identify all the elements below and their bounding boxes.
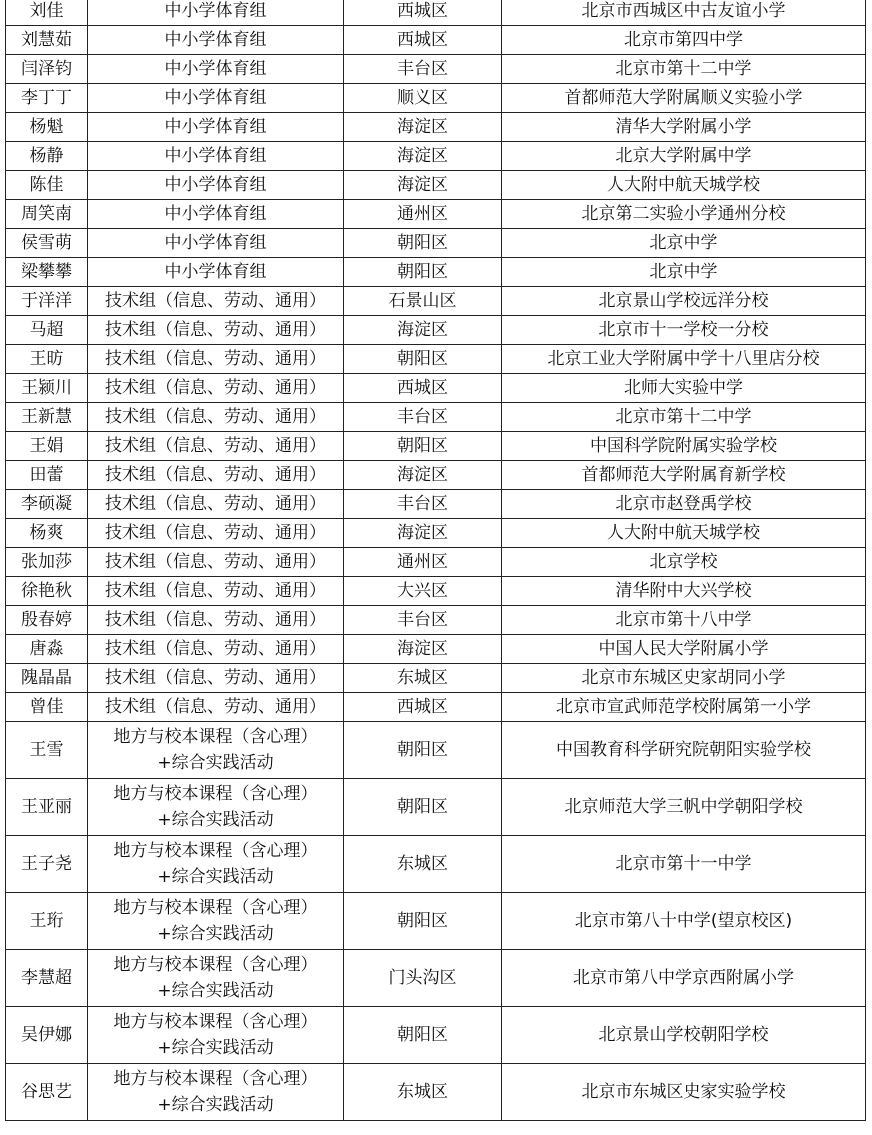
- group-cell: 中小学体育组: [88, 171, 344, 200]
- school-cell: 北京市第四中学: [502, 26, 866, 55]
- district-cell: 海淀区: [344, 142, 502, 171]
- group-line-1: 地方与校本课程（含心理）: [113, 1069, 318, 1089]
- group-line-2: +综合实践活动: [157, 867, 274, 887]
- name-cell: 吴伊娜: [6, 1007, 88, 1064]
- group-line-2: +综合实践活动: [157, 1038, 274, 1058]
- table-row: [6, 1064, 866, 1121]
- table-row: [6, 432, 866, 461]
- group-line-1: 地方与校本课程（含心理）: [113, 727, 318, 747]
- school-cell: 北京中学: [502, 258, 866, 287]
- roster-body: [6, 0, 866, 1121]
- group-cell: 中小学体育组: [88, 26, 344, 55]
- district-cell: 丰台区: [344, 55, 502, 84]
- group-cell: [88, 1064, 344, 1121]
- school-cell: 北京市第十二中学: [502, 55, 866, 84]
- district-cell: 朝阳区: [344, 432, 502, 461]
- district-cell: 西城区: [344, 0, 502, 26]
- name-cell: 王颍川: [6, 374, 88, 403]
- group-line-1: 地方与校本课程（含心理）: [113, 898, 318, 918]
- group-cell: 技术组（信息、劳动、通用）: [88, 287, 344, 316]
- district-cell: 西城区: [344, 26, 502, 55]
- name-cell: 杨爽: [6, 519, 88, 548]
- name-cell: 周笑南: [6, 200, 88, 229]
- group-cell: 技术组（信息、劳动、通用）: [88, 693, 344, 722]
- table-row: [6, 693, 866, 722]
- group-cell: 中小学体育组: [88, 113, 344, 142]
- table-row: [6, 171, 866, 200]
- table-row: [6, 664, 866, 693]
- table-row: [6, 0, 866, 26]
- group-cell: 技术组（信息、劳动、通用）: [88, 432, 344, 461]
- group-cell: 技术组（信息、劳动、通用）: [88, 548, 344, 577]
- school-cell: 北京景山学校远洋分校: [502, 287, 866, 316]
- group-cell: [88, 836, 344, 893]
- district-cell: 丰台区: [344, 606, 502, 635]
- school-cell: 北京市第十八中学: [502, 606, 866, 635]
- name-cell: 隗晶晶: [6, 664, 88, 693]
- table-row: [6, 950, 866, 1007]
- table-row: [6, 403, 866, 432]
- table-row: [6, 287, 866, 316]
- group-cell: 技术组（信息、劳动、通用）: [88, 577, 344, 606]
- group-cell: 中小学体育组: [88, 0, 344, 26]
- district-cell: 西城区: [344, 374, 502, 403]
- table-row: [6, 606, 866, 635]
- group-line-1: 地方与校本课程（含心理）: [113, 841, 318, 861]
- school-cell: 北京市宣武师范学校附属第一小学: [502, 693, 866, 722]
- district-cell: 海淀区: [344, 316, 502, 345]
- roster-table: [5, 0, 866, 1121]
- group-cell: [88, 722, 344, 779]
- group-line-2: +综合实践活动: [157, 924, 274, 944]
- group-line-2: +综合实践活动: [157, 810, 274, 830]
- group-cell: 技术组（信息、劳动、通用）: [88, 635, 344, 664]
- table-row: [6, 113, 866, 142]
- name-cell: 马超: [6, 316, 88, 345]
- school-cell: 清华附中大兴学校: [502, 577, 866, 606]
- table-row: [6, 84, 866, 113]
- school-cell: 北京工业大学附属中学十八里店分校: [502, 345, 866, 374]
- school-cell: 北京学校: [502, 548, 866, 577]
- district-cell: 石景山区: [344, 287, 502, 316]
- name-cell: 王珩: [6, 893, 88, 950]
- name-cell: 曾佳: [6, 693, 88, 722]
- school-cell: 北京市西城区中古友谊小学: [502, 0, 866, 26]
- group-cell: 技术组（信息、劳动、通用）: [88, 490, 344, 519]
- district-cell: 海淀区: [344, 635, 502, 664]
- table-row: [6, 26, 866, 55]
- school-cell: 北京市十一学校一分校: [502, 316, 866, 345]
- group-line-2: +综合实践活动: [157, 753, 274, 773]
- district-cell: 顺义区: [344, 84, 502, 113]
- group-cell: 技术组（信息、劳动、通用）: [88, 606, 344, 635]
- district-cell: 朝阳区: [344, 1007, 502, 1064]
- school-cell: 中国科学院附属实验学校: [502, 432, 866, 461]
- group-line-1: 地方与校本课程（含心理）: [113, 784, 318, 804]
- district-cell: 丰台区: [344, 490, 502, 519]
- name-cell: 张加莎: [6, 548, 88, 577]
- group-cell: [88, 950, 344, 1007]
- table-row: [6, 1007, 866, 1064]
- group-line-2: +综合实践活动: [157, 1095, 274, 1115]
- name-cell: 陈佳: [6, 171, 88, 200]
- name-cell: 李丁丁: [6, 84, 88, 113]
- group-cell: 技术组（信息、劳动、通用）: [88, 461, 344, 490]
- name-cell: 谷思艺: [6, 1064, 88, 1121]
- district-cell: 朝阳区: [344, 229, 502, 258]
- district-cell: 丰台区: [344, 403, 502, 432]
- table-row: [6, 345, 866, 374]
- group-cell: 技术组（信息、劳动、通用）: [88, 345, 344, 374]
- district-cell: 朝阳区: [344, 722, 502, 779]
- district-cell: 门头沟区: [344, 950, 502, 1007]
- school-cell: 北京市东城区史家胡同小学: [502, 664, 866, 693]
- name-cell: 王子尧: [6, 836, 88, 893]
- district-cell: 海淀区: [344, 171, 502, 200]
- district-cell: 朝阳区: [344, 893, 502, 950]
- school-cell: 北京师范大学三帆中学朝阳学校: [502, 779, 866, 836]
- school-cell: 北京市第八中学京西附属小学: [502, 950, 866, 1007]
- school-cell: 北京中学: [502, 229, 866, 258]
- school-cell: 北京第二实验小学通州分校: [502, 200, 866, 229]
- district-cell: 西城区: [344, 693, 502, 722]
- table-row: [6, 548, 866, 577]
- school-cell: 北京市东城区史家实验学校: [502, 1064, 866, 1121]
- table-row: [6, 229, 866, 258]
- table-row: [6, 55, 866, 84]
- group-cell: 技术组（信息、劳动、通用）: [88, 316, 344, 345]
- group-cell: 技术组（信息、劳动、通用）: [88, 403, 344, 432]
- table-row: [6, 836, 866, 893]
- school-cell: 清华大学附属小学: [502, 113, 866, 142]
- group-cell: 中小学体育组: [88, 55, 344, 84]
- district-cell: 通州区: [344, 548, 502, 577]
- name-cell: 闫泽钧: [6, 55, 88, 84]
- table-row: [6, 374, 866, 403]
- school-cell: 北师大实验中学: [502, 374, 866, 403]
- school-cell: 中国教育科学研究院朝阳实验学校: [502, 722, 866, 779]
- name-cell: 杨静: [6, 142, 88, 171]
- district-cell: 海淀区: [344, 113, 502, 142]
- group-cell: 中小学体育组: [88, 258, 344, 287]
- group-cell: 技术组（信息、劳动、通用）: [88, 664, 344, 693]
- name-cell: 李硕凝: [6, 490, 88, 519]
- name-cell: 侯雪萌: [6, 229, 88, 258]
- school-cell: 北京市第十一中学: [502, 836, 866, 893]
- group-cell: 中小学体育组: [88, 200, 344, 229]
- district-cell: 东城区: [344, 836, 502, 893]
- name-cell: 殷春婷: [6, 606, 88, 635]
- name-cell: 王雪: [6, 722, 88, 779]
- name-cell: 徐艳秋: [6, 577, 88, 606]
- table-row: [6, 519, 866, 548]
- school-cell: 人大附中航天城学校: [502, 171, 866, 200]
- table-row: [6, 722, 866, 779]
- name-cell: 王昉: [6, 345, 88, 374]
- table-row: [6, 258, 866, 287]
- district-cell: 大兴区: [344, 577, 502, 606]
- school-cell: 中国人民大学附属小学: [502, 635, 866, 664]
- school-cell: 北京市第八十中学(望京校区): [502, 893, 866, 950]
- school-cell: 人大附中航天城学校: [502, 519, 866, 548]
- group-cell: 技术组（信息、劳动、通用）: [88, 519, 344, 548]
- group-line-2: +综合实践活动: [157, 981, 274, 1001]
- group-line-1: 地方与校本课程（含心理）: [113, 955, 318, 975]
- district-cell: 海淀区: [344, 519, 502, 548]
- district-cell: 东城区: [344, 664, 502, 693]
- school-cell: 首都师范大学附属育新学校: [502, 461, 866, 490]
- school-cell: 北京大学附属中学: [502, 142, 866, 171]
- name-cell: 王新慧: [6, 403, 88, 432]
- school-cell: 首都师范大学附属顺义实验小学: [502, 84, 866, 113]
- name-cell: 唐淼: [6, 635, 88, 664]
- name-cell: 梁攀攀: [6, 258, 88, 287]
- district-cell: 朝阳区: [344, 779, 502, 836]
- table-row: [6, 779, 866, 836]
- district-cell: 朝阳区: [344, 345, 502, 374]
- group-cell: 中小学体育组: [88, 229, 344, 258]
- school-cell: 北京景山学校朝阳学校: [502, 1007, 866, 1064]
- table-row: [6, 142, 866, 171]
- district-cell: 东城区: [344, 1064, 502, 1121]
- group-cell: 技术组（信息、劳动、通用）: [88, 374, 344, 403]
- group-line-1: 地方与校本课程（含心理）: [113, 1012, 318, 1032]
- group-cell: [88, 779, 344, 836]
- table-row: [6, 461, 866, 490]
- district-cell: 朝阳区: [344, 258, 502, 287]
- table-row: [6, 490, 866, 519]
- table-row: [6, 893, 866, 950]
- table-row: [6, 635, 866, 664]
- district-cell: 通州区: [344, 200, 502, 229]
- name-cell: 于洋洋: [6, 287, 88, 316]
- group-cell: [88, 893, 344, 950]
- name-cell: 王娟: [6, 432, 88, 461]
- table-row: [6, 200, 866, 229]
- school-cell: 北京市赵登禹学校: [502, 490, 866, 519]
- name-cell: 李慧超: [6, 950, 88, 1007]
- group-cell: 中小学体育组: [88, 84, 344, 113]
- school-cell: 北京市第十二中学: [502, 403, 866, 432]
- table-row: [6, 577, 866, 606]
- name-cell: 杨魁: [6, 113, 88, 142]
- district-cell: 海淀区: [344, 461, 502, 490]
- group-cell: [88, 1007, 344, 1064]
- table-row: [6, 316, 866, 345]
- group-cell: 中小学体育组: [88, 142, 344, 171]
- name-cell: 刘慧茹: [6, 26, 88, 55]
- name-cell: 刘佳: [6, 0, 88, 26]
- name-cell: 田蕾: [6, 461, 88, 490]
- name-cell: 王亚丽: [6, 779, 88, 836]
